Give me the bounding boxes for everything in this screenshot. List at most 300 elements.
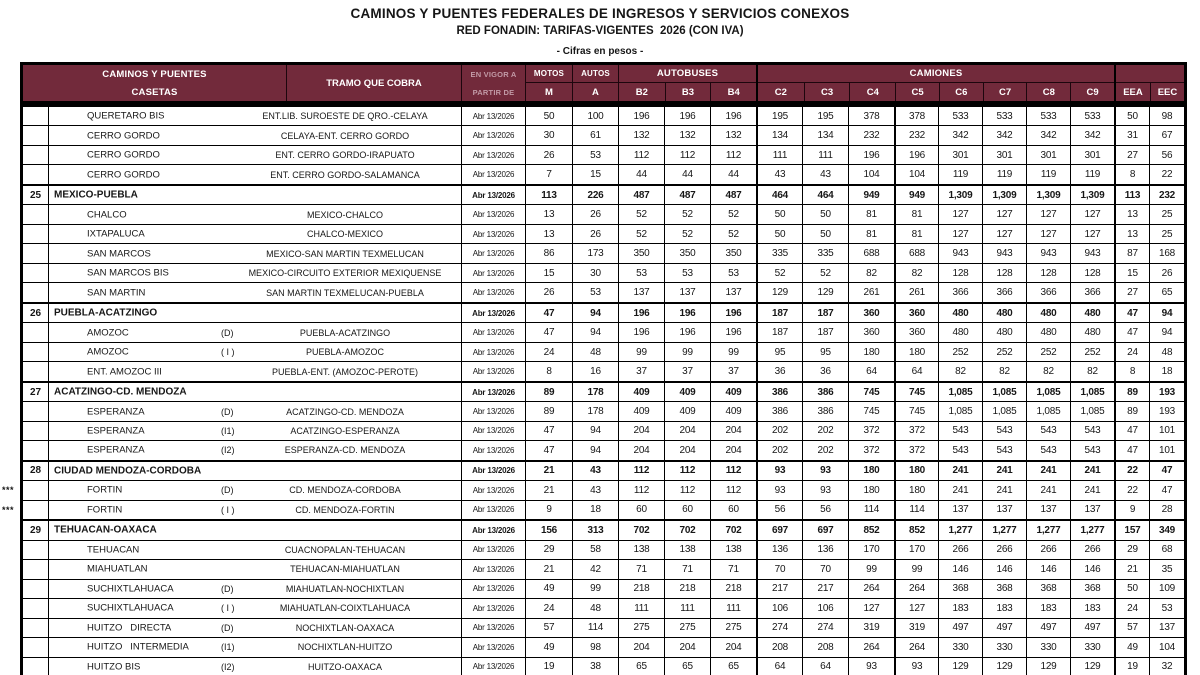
toll-value-cell: 26	[525, 283, 572, 301]
caseta-tramo-cell	[49, 304, 461, 322]
section-number-cell	[23, 165, 49, 183]
table-row	[23, 559, 1184, 578]
toll-value-cell: 193	[1149, 402, 1184, 420]
toll-value-cell: 138	[618, 541, 664, 559]
section-number-cell	[23, 501, 49, 519]
table-row	[2, 500, 1184, 519]
toll-value-cell: 71	[618, 560, 664, 578]
toll-value-cell: 266	[982, 541, 1026, 559]
toll-value-cell: 368	[982, 580, 1026, 598]
header-col-c7: C7	[983, 83, 1027, 101]
toll-value-cell: 217	[756, 580, 802, 598]
toll-value-cell: 32	[1149, 658, 1184, 675]
toll-value-cell: 24	[1114, 599, 1149, 617]
toll-value-cell: 196	[710, 323, 756, 341]
toll-value-cell: 745	[848, 383, 894, 401]
header-col-b2: B2	[635, 86, 648, 98]
toll-value-cell: 360	[894, 304, 938, 322]
toll-value-cell: 949	[894, 186, 938, 204]
toll-value-cell: 60	[710, 501, 756, 519]
toll-value-cell: 99	[894, 560, 938, 578]
toll-value-cell: 543	[938, 422, 982, 440]
toll-value-cell: 35	[1149, 560, 1184, 578]
toll-value-cell: 52	[710, 205, 756, 223]
toll-value-cell: 350	[618, 244, 664, 262]
effective-date-cell: Abr 13/2026	[461, 383, 525, 401]
tramo-name: SAN MARTIN TEXMELUCAN-PUEBLA	[266, 287, 424, 298]
toll-value-cell: 16	[572, 362, 618, 380]
toll-value-cell: 48	[572, 599, 618, 617]
toll-value-cell: 22	[1149, 165, 1184, 183]
header-col-b4: B4	[710, 83, 756, 101]
toll-value-cell: 50	[525, 107, 572, 125]
caseta-tramo-cell	[49, 225, 461, 243]
toll-value-cell: 57	[525, 619, 572, 637]
toll-value-cell: 15	[572, 165, 618, 183]
section-number-cell	[23, 343, 49, 361]
toll-value-cell: 129	[938, 658, 982, 675]
toll-value-cell: 241	[1070, 481, 1114, 499]
toll-value-cell: 65	[710, 658, 756, 675]
section-number-cell	[23, 264, 49, 282]
toll-value-cell: 202	[802, 441, 848, 459]
toll-value-cell: 56	[802, 501, 848, 519]
toll-value-cell: 95	[802, 343, 848, 361]
toll-value-cell: 132	[618, 126, 664, 144]
toll-value-cell: 27	[1114, 146, 1149, 164]
toll-value-cell: 27	[1114, 283, 1149, 301]
toll-value-cell: 187	[756, 304, 802, 322]
toll-value-cell: 112	[618, 146, 664, 164]
tramo-name: CD. MENDOZA-CORDOBA	[289, 485, 401, 496]
toll-value-cell: 1,277	[938, 521, 982, 539]
section-number-cell	[23, 205, 49, 223]
toll-value-cell: 264	[848, 580, 894, 598]
toll-value-cell: 128	[1070, 264, 1114, 282]
toll-value-cell: 232	[848, 126, 894, 144]
toll-value-cell: 112	[710, 146, 756, 164]
toll-value-cell: 93	[802, 462, 848, 480]
toll-value-cell: 47	[525, 304, 572, 322]
table-row	[23, 540, 1184, 559]
toll-value-cell: 852	[848, 521, 894, 539]
toll-value-cell: 8	[1114, 362, 1149, 380]
toll-value-cell: 50	[1114, 580, 1149, 598]
tramo-name: CHALCO-MEXICO	[306, 229, 383, 240]
toll-value-cell: 42	[572, 560, 618, 578]
section-number-cell	[23, 560, 49, 578]
toll-value-cell: 112	[710, 481, 756, 499]
toll-value-cell: 94	[1149, 304, 1184, 322]
toll-value-cell: 330	[938, 638, 982, 656]
toll-value-cell: 533	[1070, 107, 1114, 125]
toll-value-cell: 22	[1114, 481, 1149, 499]
toll-value-cell: 187	[756, 323, 802, 341]
toll-value-cell: 100	[572, 107, 618, 125]
section-number-cell	[23, 580, 49, 598]
toll-value-cell: 274	[756, 619, 802, 637]
document-titles	[0, 4, 1200, 57]
toll-value-cell: 218	[618, 580, 664, 598]
toll-value-cell: 543	[1026, 441, 1070, 459]
table-row	[23, 243, 1184, 262]
caseta-tramo-cell	[49, 205, 461, 223]
toll-value-cell: 137	[618, 283, 664, 301]
section-number-cell	[23, 244, 49, 262]
toll-value-cell: 112	[664, 462, 710, 480]
caseta-name: SUCHIXTLAHUACA	[87, 583, 174, 595]
toll-value-cell: 1,309	[982, 186, 1026, 204]
toll-value-cell: 480	[1026, 304, 1070, 322]
toll-value-cell: 301	[1070, 146, 1114, 164]
toll-value-cell: 13	[525, 225, 572, 243]
toll-value-cell: 330	[1026, 638, 1070, 656]
caseta-tramo-cell	[49, 244, 461, 262]
toll-value-cell: 497	[1026, 619, 1070, 637]
toll-value-cell: 366	[1026, 283, 1070, 301]
caseta-name: HUITZO INTERMEDIA	[87, 641, 189, 653]
section-number-cell	[23, 402, 49, 420]
toll-value-cell: 330	[1070, 638, 1114, 656]
toll-value-cell: 82	[982, 362, 1026, 380]
toll-value-cell: 697	[802, 521, 848, 539]
toll-value-cell: 89	[525, 383, 572, 401]
section-row	[23, 184, 1184, 204]
toll-value-cell: 137	[710, 283, 756, 301]
toll-value-cell: 196	[618, 323, 664, 341]
toll-value-cell: 24	[1114, 343, 1149, 361]
caseta-tramo-cell	[49, 402, 461, 420]
toll-value-cell: 702	[664, 521, 710, 539]
toll-value-cell: 1,085	[1026, 402, 1070, 420]
header-autobuses-label: AUTOBUSES	[619, 65, 756, 83]
toll-value-cell: 89	[525, 402, 572, 420]
toll-value-cell: 202	[756, 422, 802, 440]
section-number-cell	[23, 638, 49, 656]
toll-value-cell: 168	[1149, 244, 1184, 262]
toll-value-cell: 372	[848, 441, 894, 459]
section-number-cell	[23, 225, 49, 243]
toll-value-cell: 204	[664, 638, 710, 656]
toll-value-cell: 196	[664, 323, 710, 341]
toll-value-cell: 71	[664, 560, 710, 578]
toll-value-cell: 67	[1149, 126, 1184, 144]
toll-value-cell: 480	[982, 323, 1026, 341]
section-number-cell	[23, 599, 49, 617]
toll-value-cell: 533	[938, 107, 982, 125]
toll-value-cell: 543	[1070, 441, 1114, 459]
toll-value-cell: 99	[618, 343, 664, 361]
toll-value-cell: 275	[664, 619, 710, 637]
tramo-name: ENT. CERRO GORDO-IRAPUATO	[275, 150, 415, 161]
caseta-name: ENT. AMOZOC III	[87, 366, 162, 378]
header-autobuses-subcolumns	[619, 83, 756, 101]
direction-prefix: (D)	[221, 485, 234, 496]
toll-value-cell: 180	[848, 343, 894, 361]
toll-value-cell: 146	[938, 560, 982, 578]
toll-value-cell: 127	[894, 599, 938, 617]
toll-value-cell: 480	[982, 304, 1026, 322]
toll-value-cell: 1,085	[1070, 402, 1114, 420]
toll-value-cell: 47	[525, 441, 572, 459]
effective-date-cell: Abr 13/2026	[461, 658, 525, 675]
toll-value-cell: 378	[848, 107, 894, 125]
toll-value-cell: 745	[894, 383, 938, 401]
toll-value-cell: 204	[664, 422, 710, 440]
caseta-tramo-cell	[49, 362, 461, 380]
table-header-band	[20, 62, 1187, 104]
toll-value-cell: 241	[982, 462, 1026, 480]
toll-value-cell: 93	[756, 462, 802, 480]
caseta-tramo-cell	[49, 560, 461, 578]
toll-value-cell: 38	[572, 658, 618, 675]
toll-value-cell: 180	[848, 481, 894, 499]
caseta-tramo-cell	[49, 126, 461, 144]
header-col-c6: C6	[939, 83, 983, 101]
toll-value-cell: 82	[894, 264, 938, 282]
section-row	[23, 381, 1184, 401]
toll-value-cell: 852	[894, 521, 938, 539]
toll-value-cell: 183	[1070, 599, 1114, 617]
toll-value-cell: 87	[1114, 244, 1149, 262]
toll-value-cell: 21	[525, 481, 572, 499]
toll-value-cell: 202	[756, 441, 802, 459]
direction-prefix: ( I )	[221, 603, 235, 614]
toll-value-cell: 368	[938, 580, 982, 598]
caseta-tramo-cell	[49, 107, 461, 125]
toll-value-cell: 543	[982, 422, 1026, 440]
caseta-name: CERRO GORDO	[87, 169, 160, 181]
toll-value-cell: 106	[756, 599, 802, 617]
toll-value-cell: 127	[1026, 225, 1070, 243]
header-autos	[572, 65, 618, 101]
toll-value-cell: 241	[982, 481, 1026, 499]
toll-value-cell: 261	[848, 283, 894, 301]
tariff-table	[2, 104, 1187, 675]
header-col-eec: EEC	[1150, 83, 1184, 101]
toll-value-cell: 98	[1149, 107, 1184, 125]
toll-value-cell: 99	[572, 580, 618, 598]
toll-value-cell: 70	[802, 560, 848, 578]
section-number-cell	[23, 441, 49, 459]
toll-value-cell: 137	[1149, 619, 1184, 637]
caseta-name: SAN MARTIN	[87, 287, 146, 299]
toll-value-cell: 702	[710, 521, 756, 539]
table-row	[23, 440, 1184, 459]
tramo-name: MEXICO-CHALCO	[306, 209, 383, 220]
toll-value-cell: 372	[894, 422, 938, 440]
toll-value-cell: 29	[1114, 541, 1149, 559]
toll-value-cell: 533	[982, 107, 1026, 125]
section-row	[23, 519, 1184, 539]
toll-value-cell: 170	[894, 541, 938, 559]
toll-value-cell: 60	[664, 501, 710, 519]
header-col-c5: C5	[895, 83, 939, 101]
toll-value-cell: 112	[710, 462, 756, 480]
toll-value-cell: 409	[710, 402, 756, 420]
toll-value-cell: 24	[525, 343, 572, 361]
caseta-tramo-cell	[49, 146, 461, 164]
toll-value-cell: 745	[894, 402, 938, 420]
toll-value-cell: 342	[1070, 126, 1114, 144]
toll-value-cell: 949	[848, 186, 894, 204]
toll-value-cell: 101	[1149, 422, 1184, 440]
toll-value-cell: 178	[572, 383, 618, 401]
toll-value-cell: 697	[756, 521, 802, 539]
toll-value-cell: 366	[982, 283, 1026, 301]
caseta-name: FORTIN	[87, 484, 123, 496]
toll-value-cell: 50	[1114, 107, 1149, 125]
toll-value-cell: 43	[572, 462, 618, 480]
effective-date-cell: Abr 13/2026	[461, 521, 525, 539]
direction-prefix: (D)	[221, 583, 234, 594]
toll-value-cell: 372	[894, 441, 938, 459]
toll-value-cell: 127	[1070, 225, 1114, 243]
toll-value-cell: 173	[572, 244, 618, 262]
header-extra-subcolumns	[1116, 83, 1184, 101]
route-name: PUEBLA-ACATZINGO	[54, 307, 158, 319]
table-row	[23, 579, 1184, 598]
toll-value-cell: 196	[710, 304, 756, 322]
toll-value-cell: 127	[938, 205, 982, 223]
header-col-c3: C3	[804, 83, 850, 101]
toll-value-cell: 688	[894, 244, 938, 262]
toll-value-cell: 350	[710, 244, 756, 262]
effective-date-cell: Abr 13/2026	[461, 165, 525, 183]
toll-value-cell: 112	[664, 481, 710, 499]
toll-value-cell: 111	[618, 599, 664, 617]
toll-value-cell: 226	[572, 186, 618, 204]
toll-value-cell: 52	[756, 264, 802, 282]
toll-value-cell: 28	[1149, 501, 1184, 519]
toll-value-cell: 187	[802, 323, 848, 341]
toll-value-cell: 93	[802, 481, 848, 499]
toll-value-cell: 264	[894, 580, 938, 598]
toll-value-cell: 129	[756, 283, 802, 301]
caseta-tramo-cell	[49, 599, 461, 617]
toll-value-cell: 487	[710, 186, 756, 204]
table-row	[23, 637, 1184, 656]
toll-value-cell: 24	[525, 599, 572, 617]
tramo-name: PUEBLA-ACATZINGO	[299, 327, 391, 338]
caseta-tramo-cell	[49, 521, 461, 539]
toll-value-cell: 30	[572, 264, 618, 282]
header-camiones-group	[756, 65, 1114, 101]
toll-value-cell: 218	[664, 580, 710, 598]
header-motos-label: MOTOS	[526, 65, 572, 83]
toll-value-cell: 114	[894, 501, 938, 519]
effective-date-cell: Abr 13/2026	[461, 283, 525, 301]
toll-value-cell: 50	[756, 205, 802, 223]
toll-value-cell: 480	[1070, 304, 1114, 322]
toll-value-cell: 301	[938, 146, 982, 164]
toll-value-cell: 1,085	[938, 383, 982, 401]
table-row	[23, 322, 1184, 341]
toll-value-cell: 274	[802, 619, 848, 637]
direction-prefix: (D)	[221, 622, 234, 633]
toll-value-cell: 129	[802, 283, 848, 301]
toll-value-cell: 119	[1026, 165, 1070, 183]
toll-value-cell: 136	[802, 541, 848, 559]
toll-value-cell: 114	[572, 619, 618, 637]
toll-value-cell: 36	[756, 362, 802, 380]
toll-value-cell: 128	[938, 264, 982, 282]
toll-value-cell: 196	[618, 107, 664, 125]
toll-value-cell: 21	[525, 462, 572, 480]
toll-value-cell: 106	[802, 599, 848, 617]
caseta-name: CERRO GORDO	[87, 149, 160, 161]
toll-value-cell: 943	[982, 244, 1026, 262]
header-autos-label: AUTOS	[573, 65, 618, 83]
toll-value-cell: 81	[894, 205, 938, 223]
section-row	[23, 302, 1184, 322]
toll-value-cell: 36	[802, 362, 848, 380]
toll-value-cell: 138	[710, 541, 756, 559]
section-number-cell: 27	[23, 383, 49, 401]
toll-value-cell: 64	[894, 362, 938, 380]
toll-value-cell: 82	[848, 264, 894, 282]
tramo-name: MIAHUATLAN-COIXTLAHUACA	[279, 603, 411, 614]
toll-value-cell: 70	[756, 560, 802, 578]
header-caminos-label: CAMINOS Y PUENTES	[102, 68, 207, 80]
toll-value-cell: 29	[525, 541, 572, 559]
toll-value-cell: 82	[938, 362, 982, 380]
header-autobuses-group	[618, 65, 756, 101]
toll-value-cell: 89	[1114, 402, 1149, 420]
toll-value-cell: 127	[1026, 205, 1070, 223]
toll-value-cell: 81	[848, 225, 894, 243]
effective-date-cell: Abr 13/2026	[461, 205, 525, 223]
effective-date-cell: Abr 13/2026	[461, 323, 525, 341]
table-row	[23, 204, 1184, 223]
toll-value-cell: 196	[710, 107, 756, 125]
toll-value-cell: 137	[1026, 501, 1070, 519]
caseta-name: IXTAPALUCA	[87, 228, 145, 240]
caseta-name: ESPERANZA	[87, 425, 145, 437]
toll-value-cell: 101	[1149, 441, 1184, 459]
effective-date-cell: Abr 13/2026	[461, 126, 525, 144]
toll-value-cell: 53	[710, 264, 756, 282]
toll-value-cell: 56	[756, 501, 802, 519]
toll-value-cell: 127	[982, 225, 1026, 243]
toll-value-cell: 81	[894, 225, 938, 243]
toll-value-cell: 132	[710, 126, 756, 144]
toll-value-cell: 146	[982, 560, 1026, 578]
toll-value-cell: 25	[1149, 225, 1184, 243]
toll-value-cell: 1,309	[938, 186, 982, 204]
effective-date-cell: Abr 13/2026	[461, 264, 525, 282]
toll-value-cell: 95	[756, 343, 802, 361]
header-extra-group	[1114, 65, 1184, 101]
toll-value-cell: 13	[525, 205, 572, 223]
toll-value-cell: 136	[756, 541, 802, 559]
caseta-name: ESPERANZA	[87, 444, 145, 456]
toll-value-cell: 330	[982, 638, 1026, 656]
toll-value-cell: 386	[756, 383, 802, 401]
toll-value-cell: 275	[618, 619, 664, 637]
direction-prefix: ( I )	[221, 347, 235, 358]
header-tramo-label: TRAMO QUE COBRA	[326, 77, 422, 89]
toll-value-cell: 183	[982, 599, 1026, 617]
toll-value-cell: 112	[618, 462, 664, 480]
toll-value-cell: 196	[618, 304, 664, 322]
toll-value-cell: 58	[572, 541, 618, 559]
toll-value-cell: 112	[618, 481, 664, 499]
toll-value-cell: 56	[1149, 146, 1184, 164]
toll-value-cell: 1,277	[1026, 521, 1070, 539]
toll-value-cell: 313	[572, 521, 618, 539]
toll-value-cell: 47	[525, 323, 572, 341]
